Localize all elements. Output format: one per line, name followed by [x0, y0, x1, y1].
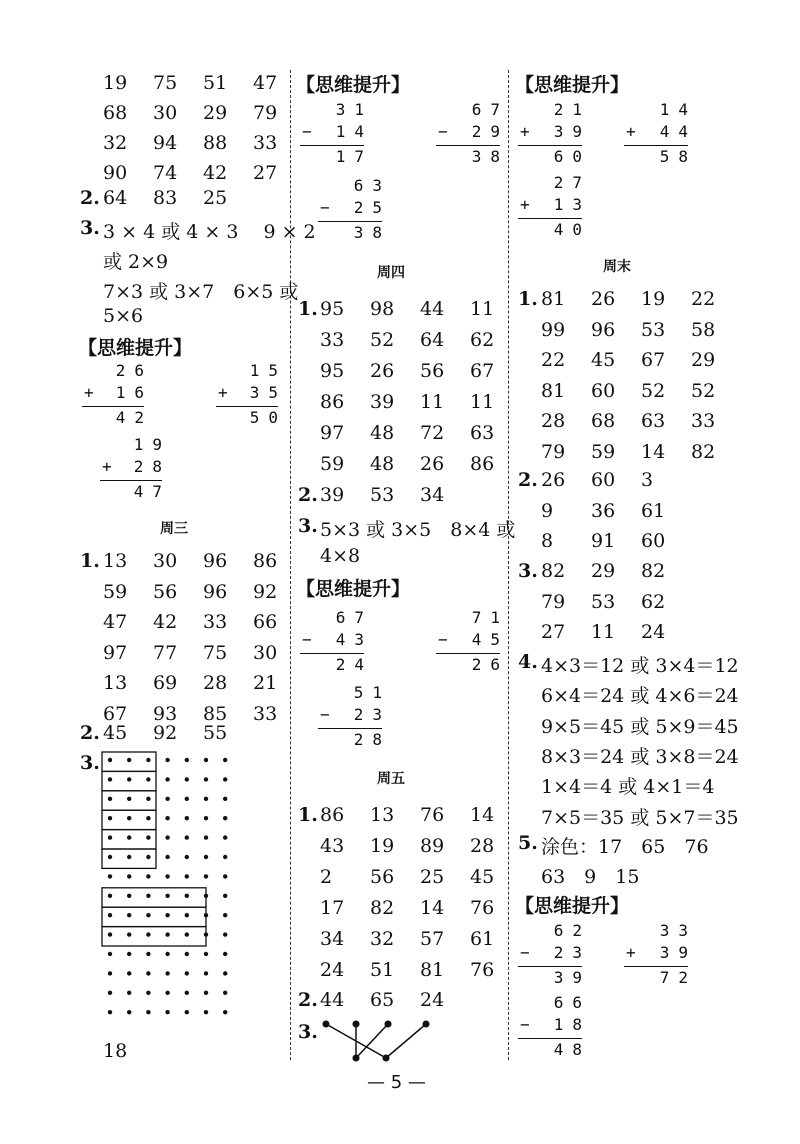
calc-operator: + — [626, 122, 636, 141]
answer-value: 76 — [420, 804, 445, 826]
q-number: 3. — [518, 560, 538, 582]
vertical-calc — [436, 608, 509, 680]
calc-result: 47 — [133, 482, 171, 501]
answer-value: 52 — [691, 379, 716, 402]
answer-text: 3 × 4 或 4 × 3 9 × 2 — [103, 221, 316, 243]
calc-operand-top: 15 — [249, 361, 287, 380]
answer-value: 81 — [541, 288, 566, 310]
answer-value: 14 — [641, 440, 666, 463]
answer-value: 26 — [591, 288, 616, 310]
calc-operand-top: 67 — [471, 100, 509, 119]
answer-value: 19 — [641, 288, 666, 310]
answer-value: 92 — [153, 722, 178, 744]
answer-value: 21 — [253, 672, 278, 694]
answer-value: 72 — [420, 422, 445, 444]
answer-value: 86 — [253, 550, 278, 572]
answer-value: 44 — [320, 989, 345, 1011]
calc-rule — [624, 966, 688, 967]
answer-value: 25 — [203, 187, 228, 209]
calc-rule — [82, 406, 144, 407]
q-number: 1. — [518, 288, 538, 310]
q-number: 2. — [80, 187, 100, 209]
section-heading: 【思维提升】 — [515, 74, 630, 96]
calc-operand-bottom: 16 — [115, 383, 153, 402]
answer-text: 或 2×9 — [103, 251, 169, 273]
answer-equation: 4×3＝12 或 3×4＝12 — [541, 655, 739, 677]
calc-operand-bottom: 25 — [353, 198, 391, 217]
answer-value: 26 — [420, 453, 445, 475]
answer-value: 56 — [370, 866, 395, 888]
answer-value: 60 — [591, 379, 616, 402]
answer-value: 26 — [541, 469, 566, 491]
answer-value: 44 — [420, 298, 445, 320]
week-heading: 周四 — [377, 265, 405, 281]
answer-text: 18 — [103, 1040, 128, 1062]
calc-operand-top: 19 — [133, 435, 171, 454]
dot-array-figure — [98, 750, 248, 1040]
vertical-calc — [624, 921, 697, 993]
answer-value: 29 — [591, 560, 616, 582]
answer-value: 26 — [370, 360, 395, 382]
answer-value: 30 — [153, 102, 178, 124]
calc-operator: + — [84, 383, 94, 402]
answer-value: 33 — [253, 132, 278, 154]
answer-value: 45 — [591, 349, 616, 371]
answer-value: 51 — [370, 959, 395, 981]
answer-text: 4×8 — [320, 545, 361, 567]
answer-value: 86 — [320, 804, 345, 826]
week-heading: 周末 — [603, 259, 631, 275]
calc-result: 42 — [115, 408, 153, 427]
answer-value: 60 — [641, 530, 666, 552]
calc-rule — [318, 221, 382, 222]
answer-value: 59 — [103, 580, 128, 603]
calc-operand-bottom: 39 — [553, 122, 591, 141]
calc-result: 26 — [471, 655, 509, 674]
answer-value: 86 — [320, 391, 345, 413]
answer-value: 96 — [591, 318, 616, 341]
calc-rule — [318, 728, 382, 729]
answer-value: 51 — [203, 72, 228, 94]
calc-operand-top: 66 — [553, 993, 591, 1012]
calc-operand-top: 67 — [335, 608, 373, 627]
calc-rule — [624, 145, 688, 146]
answer-value: 33 — [320, 329, 345, 351]
answer-value: 75 — [203, 641, 228, 664]
calc-rule — [300, 145, 364, 146]
calc-operator: + — [626, 943, 636, 962]
calc-result: 28 — [353, 730, 391, 749]
calc-operand-bottom: 35 — [249, 383, 287, 402]
vertical-calc — [624, 100, 697, 172]
answer-value: 79 — [541, 440, 566, 463]
answer-value: 25 — [420, 866, 445, 888]
answer-value: 56 — [420, 360, 445, 382]
answer-value: 82 — [370, 897, 395, 919]
calc-result: 38 — [353, 223, 391, 242]
answer-value: 63 — [470, 422, 495, 444]
answer-value: 74 — [153, 162, 178, 184]
section-heading: 【思维提升】 — [296, 74, 411, 96]
answer-value: 82 — [641, 560, 666, 582]
answer-value: 85 — [203, 702, 228, 725]
calc-operator: − — [438, 122, 448, 141]
answer-value: 34 — [320, 928, 345, 950]
vertical-calc — [436, 100, 509, 172]
answer-value: 60 — [591, 469, 616, 491]
answer-value: 53 — [641, 318, 666, 341]
answer-value: 61 — [641, 499, 666, 522]
calc-result: 24 — [335, 655, 373, 674]
answer-value: 79 — [253, 102, 278, 124]
answer-text: 7×3 或 3×7 6×5 或 — [103, 281, 299, 303]
answer-value: 48 — [370, 422, 395, 444]
calc-operand-top: 33 — [659, 921, 697, 940]
answer-value: 30 — [153, 550, 178, 572]
answer-value: 43 — [320, 835, 345, 857]
calc-operator: − — [520, 943, 530, 962]
answer-value: 96 — [203, 550, 228, 572]
answer-value: 13 — [103, 672, 128, 694]
answer-value: 99 — [541, 318, 566, 341]
answer-equation: 8×3＝24 或 3×8＝24 — [541, 745, 739, 768]
calc-rule — [436, 145, 500, 146]
answer-value: 53 — [591, 590, 616, 613]
answer-value: 48 — [370, 453, 395, 475]
answer-value: 13 — [103, 550, 128, 572]
answer-value: 22 — [691, 288, 716, 310]
answer-value: 11 — [591, 621, 616, 643]
answer-value: 97 — [320, 422, 345, 444]
calc-operator: + — [218, 383, 228, 402]
answer-value: 34 — [420, 484, 445, 506]
answer-value: 67 — [470, 360, 495, 382]
answer-value: 9 — [541, 499, 554, 522]
answer-text: 63 9 15 — [541, 866, 640, 888]
section-heading: 【思维提升】 — [296, 578, 411, 600]
answer-value: 29 — [691, 349, 716, 371]
answer-value: 76 — [470, 897, 495, 919]
answer-value: 29 — [203, 102, 228, 124]
calc-rule — [518, 145, 582, 146]
calc-operator: − — [438, 630, 448, 649]
page-number: — 5 — — [367, 1072, 426, 1093]
calc-operand-bottom: 14 — [335, 122, 373, 141]
calc-operand-bottom: 28 — [133, 457, 171, 476]
calc-result: 17 — [335, 147, 373, 166]
calc-operand-bottom: 13 — [553, 195, 591, 214]
calc-operand-top: 21 — [553, 100, 591, 119]
calc-result: 50 — [249, 408, 287, 427]
calc-operand-bottom: 23 — [553, 943, 591, 962]
calc-result: 72 — [659, 968, 697, 987]
q-number: 2. — [518, 469, 538, 491]
calc-operator: − — [302, 630, 312, 649]
answer-value: 77 — [153, 641, 178, 664]
answer-value: 24 — [320, 959, 345, 981]
calc-operand-top: 14 — [659, 100, 697, 119]
answer-text: 5×3 或 3×5 8×4 或 — [320, 519, 516, 541]
calc-operand-top: 51 — [353, 683, 391, 702]
answer-value: 82 — [691, 440, 716, 463]
q-number: 2. — [298, 484, 318, 506]
answer-value: 45 — [103, 722, 128, 744]
calc-operand-top: 71 — [471, 608, 509, 627]
answer-value: 89 — [420, 835, 445, 857]
answer-value: 62 — [470, 329, 495, 351]
calc-operand-bottom: 43 — [335, 630, 373, 649]
vertical-calc — [518, 173, 591, 245]
section-heading: 【思维提升】 — [78, 337, 193, 359]
q-number: 3. — [80, 752, 100, 774]
answer-value: 59 — [320, 453, 345, 475]
answer-value: 66 — [253, 611, 278, 633]
q-number: 2. — [80, 722, 100, 744]
answer-value: 17 — [320, 897, 345, 919]
answer-value: 94 — [153, 132, 178, 154]
week-heading: 周三 — [160, 521, 188, 537]
answer-value: 11 — [470, 298, 495, 320]
week-heading: 周五 — [377, 771, 405, 787]
answer-value: 19 — [370, 835, 395, 857]
answer-equation: 6×4＝24 或 4×6＝24 — [541, 685, 739, 708]
calc-operator: + — [520, 195, 530, 214]
vertical-calc — [518, 993, 591, 1065]
answer-value: 68 — [103, 102, 128, 124]
answer-value: 76 — [470, 959, 495, 981]
calc-operator: − — [320, 198, 330, 217]
answer-value: 13 — [370, 804, 395, 826]
answer-value: 27 — [541, 621, 566, 643]
answer-value: 91 — [591, 530, 616, 552]
answer-value: 2 — [320, 866, 333, 888]
calc-rule — [518, 218, 582, 219]
answer-value: 33 — [253, 702, 278, 725]
answer-value: 69 — [153, 672, 178, 694]
calc-result: 40 — [553, 220, 591, 239]
vertical-calc — [518, 921, 591, 993]
q-number: 3. — [298, 515, 318, 537]
calc-rule — [436, 653, 500, 654]
answer-value: 88 — [203, 132, 228, 154]
answer-value: 61 — [470, 928, 495, 950]
calc-operand-bottom: 23 — [353, 705, 391, 724]
calc-result: 60 — [553, 147, 591, 166]
answer-value: 52 — [370, 329, 395, 351]
calc-operator: − — [520, 1015, 530, 1034]
answer-value: 36 — [591, 499, 616, 522]
calc-operator: − — [320, 705, 330, 724]
answer-value: 28 — [470, 835, 495, 857]
answer-value: 22 — [541, 349, 566, 371]
answer-value: 19 — [103, 72, 128, 94]
answer-value: 47 — [253, 72, 278, 94]
answer-value: 55 — [203, 722, 228, 744]
answer-value: 65 — [370, 989, 395, 1011]
answer-value: 28 — [541, 410, 566, 432]
answer-value: 39 — [370, 391, 395, 413]
vertical-calc — [100, 435, 171, 507]
calc-operand-top: 31 — [335, 100, 373, 119]
answer-value: 92 — [253, 580, 278, 603]
vertical-calc — [216, 361, 287, 433]
calc-rule — [518, 1038, 582, 1039]
calc-result: 38 — [471, 147, 509, 166]
answer-value: 75 — [153, 72, 178, 94]
answer-value: 98 — [370, 298, 395, 320]
answer-value: 97 — [103, 641, 128, 664]
q-number: 2. — [298, 989, 318, 1011]
answer-value: 42 — [203, 162, 228, 184]
answer-value: 64 — [420, 329, 445, 351]
calc-operand-top: 62 — [553, 921, 591, 940]
calc-rule — [518, 966, 582, 967]
answer-value: 59 — [591, 440, 616, 463]
answer-value: 81 — [541, 379, 566, 402]
answer-value: 11 — [470, 391, 495, 413]
calc-operand-top: 63 — [353, 176, 391, 195]
answer-value: 58 — [691, 318, 716, 341]
q-number: 1. — [298, 804, 318, 826]
answer-value: 81 — [420, 959, 445, 981]
answer-value: 52 — [641, 379, 666, 402]
answer-value: 32 — [103, 132, 128, 154]
answer-equation: 9×5＝45 或 5×9＝45 — [541, 715, 739, 738]
vertical-calc — [82, 361, 153, 433]
calc-operand-bottom: 29 — [471, 122, 509, 141]
answer-value: 57 — [420, 928, 445, 950]
answer-value: 64 — [103, 187, 128, 209]
answer-value: 53 — [370, 484, 395, 506]
calc-rule — [216, 406, 278, 407]
answer-value: 47 — [103, 611, 128, 633]
calc-operand-bottom: 39 — [659, 943, 697, 962]
answer-value: 24 — [420, 989, 445, 1011]
vertical-calc — [300, 608, 373, 680]
calc-rule — [300, 653, 364, 654]
answer-value: 95 — [320, 298, 345, 320]
answer-value: 27 — [253, 162, 278, 184]
vertical-calc — [518, 100, 591, 172]
answer-value: 33 — [203, 611, 228, 633]
answer-value: 96 — [203, 580, 228, 603]
q-number: 4. — [518, 651, 538, 673]
answer-value: 62 — [641, 590, 666, 613]
answer-value: 56 — [153, 580, 178, 603]
calc-operand-top: 26 — [115, 361, 153, 380]
column-divider-right — [508, 70, 509, 1060]
answer-value: 3 — [641, 469, 654, 491]
answer-value: 28 — [203, 672, 228, 694]
matching-lines-figure — [318, 1016, 438, 1064]
calc-operator: + — [520, 122, 530, 141]
q-number: 5. — [518, 832, 538, 854]
answer-value: 14 — [470, 804, 495, 826]
answer-text: 涂色：17 65 76 — [541, 836, 709, 858]
q-number: 3. — [298, 1021, 318, 1043]
answer-value: 67 — [103, 702, 128, 725]
answer-value: 86 — [470, 453, 495, 475]
calc-result: 39 — [553, 968, 591, 987]
answer-value: 11 — [420, 391, 445, 413]
answer-text: 5×6 — [103, 305, 144, 327]
answer-value: 82 — [541, 560, 566, 582]
calc-operand-bottom: 45 — [471, 630, 509, 649]
answer-value: 93 — [153, 702, 178, 725]
answer-value: 32 — [370, 928, 395, 950]
answer-value: 45 — [470, 866, 495, 888]
calc-operator: − — [302, 122, 312, 141]
answer-value: 90 — [103, 162, 128, 184]
answer-value: 30 — [253, 641, 278, 664]
calc-rule — [100, 480, 162, 481]
vertical-calc — [318, 683, 391, 755]
q-number: 1. — [80, 550, 100, 572]
answer-equation: 7×5＝35 或 5×7＝35 — [541, 806, 739, 829]
calc-result: 48 — [553, 1040, 591, 1059]
calc-operator: + — [102, 457, 112, 476]
vertical-calc — [318, 176, 391, 248]
answer-value: 8 — [541, 530, 554, 552]
answer-value: 63 — [641, 410, 666, 432]
answer-value: 67 — [641, 349, 666, 371]
answer-value: 33 — [691, 410, 716, 432]
answer-value: 39 — [320, 484, 345, 506]
answer-value: 24 — [641, 621, 666, 643]
answer-equation: 1×4＝4 或 4×1＝4 — [541, 776, 715, 799]
vertical-calc — [300, 100, 373, 172]
answer-value: 79 — [541, 590, 566, 613]
answer-value: 14 — [420, 897, 445, 919]
answer-value: 68 — [591, 410, 616, 432]
section-heading: 【思维提升】 — [515, 895, 630, 917]
q-number: 1. — [298, 298, 318, 320]
q-number: 3. — [80, 217, 100, 239]
calc-operand-bottom: 18 — [553, 1015, 591, 1034]
calc-operand-top: 27 — [553, 173, 591, 192]
calc-operand-bottom: 44 — [659, 122, 697, 141]
answer-value: 42 — [153, 611, 178, 633]
answer-value: 95 — [320, 360, 345, 382]
answer-value: 83 — [153, 187, 178, 209]
calc-result: 58 — [659, 147, 697, 166]
